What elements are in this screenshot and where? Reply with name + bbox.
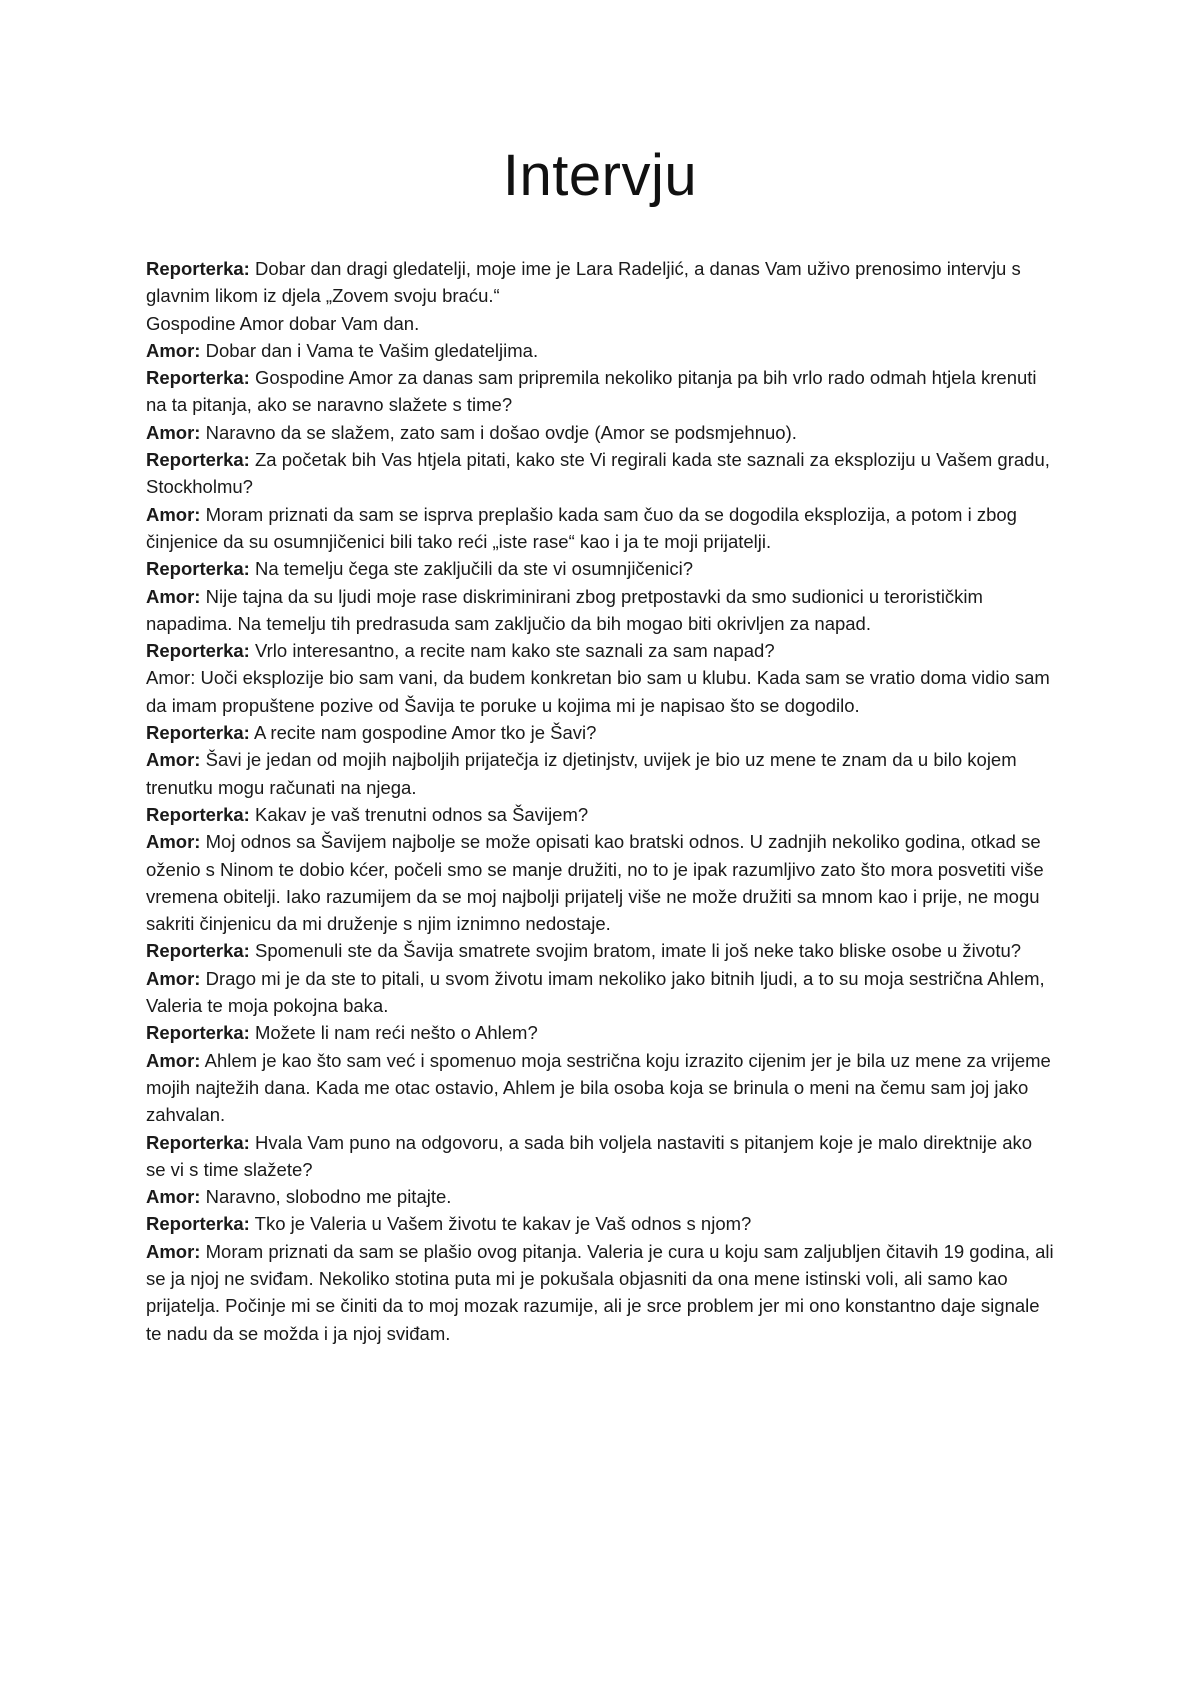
interview-paragraph	[146, 965, 1056, 1020]
interview-paragraph	[146, 1183, 1056, 1210]
interview-paragraph	[146, 255, 1056, 310]
interview-paragraph	[146, 364, 1056, 419]
speaker-label: Amor:	[146, 831, 201, 853]
interview-paragraph	[146, 419, 1056, 446]
speaker-label: Amor:	[146, 339, 201, 361]
interview-paragraph	[146, 337, 1056, 364]
interview-body	[146, 255, 1056, 1347]
paragraph-text: Amor: Uoči eksplozije bio sam vani, da budem konkretan bio sam u klubu. Kada sam se vratio doma vidio sam da imam propuštene pozive od Šavija te poruke u kojima mi je napisao što se dogodilo.	[146, 667, 1050, 716]
paragraph-text: Ahlem je kao što sam već i spomenuo moja sestrična koju izrazito cijenim jer je bila uz mene za vrijeme mojih najtežih dana. Kada me otac ostavio, Ahlem je bila osoba koja se brinula o meni na čemu sam joj jako zahvalan.	[146, 1049, 1051, 1126]
speaker-label: Amor:	[146, 585, 201, 607]
speaker-label: Amor:	[146, 503, 201, 525]
interview-paragraph	[146, 1210, 1056, 1237]
interview-paragraph	[146, 1238, 1056, 1347]
paragraph-text: Šavi je jedan od mojih najboljih prijatečja iz djetinjstv, uvijek je bio uz mene te znam da u bilo kojem trenutku mogu računati na njega.	[146, 749, 1017, 798]
speaker-label: Reporterka:	[146, 1213, 250, 1235]
paragraph-text: Dobar dan i Vama te Vašim gledateljima.	[200, 339, 539, 361]
paragraph-text: Vrlo interesantno, a recite nam kako ste saznali za sam napad?	[249, 640, 775, 662]
speaker-label: Amor:	[146, 421, 201, 443]
paragraph-text: Moj odnos sa Šavijem najbolje se može opisati kao bratski odnos. U zadnjih nekoliko godina, otkad se oženio s Ninom te dobio kćer, počeli smo se manje družiti, no to je ipak razumljivo zato što mora posvetiti više vremena obitelji. Iako razumijem da se moj najbolji prijatelj više ne može družiti sa mnom kao i prije, ne mogu sakriti činjenicu da mi druženje s njim iznimno nedostaje.	[146, 831, 1044, 935]
interview-paragraph	[146, 746, 1056, 801]
speaker-label: Amor:	[146, 1186, 201, 1208]
paragraph-text: Gospodine Amor dobar Vam dan.	[146, 312, 420, 334]
paragraph-text: Možete li nam reći nešto o Ahlem?	[249, 1022, 538, 1044]
paragraph-text: Naravno da se slažem, zato sam i došao ovdje (Amor se podsmjehnuo).	[200, 421, 797, 443]
paragraph-text: Dobar dan dragi gledatelji, moje ime je Lara Radeljić, a danas Vam uživo prenosimo intervju s glavnim likom iz djela „Zovem svoju braću.“	[146, 258, 1021, 307]
interview-paragraph	[146, 801, 1056, 828]
interview-paragraph	[146, 555, 1056, 582]
speaker-label: Reporterka:	[146, 722, 250, 744]
paragraph-text: Naravno, slobodno me pitajte.	[200, 1186, 452, 1208]
speaker-label: Reporterka:	[146, 367, 250, 389]
paragraph-text: Za početak bih Vas htjela pitati, kako ste Vi regirali kada ste saznali za eksploziju u Vašem gradu, Stockholmu?	[146, 449, 1050, 498]
paragraph-text: Na temelju čega ste zaključili da ste vi osumnjičenici?	[249, 558, 694, 580]
speaker-label: Reporterka:	[146, 940, 250, 962]
interview-paragraph	[146, 937, 1056, 964]
interview-paragraph	[146, 446, 1056, 501]
paragraph-text: Tko je Valeria u Vašem životu te kakav je Vaš odnos s njom?	[249, 1213, 752, 1235]
paragraph-text: Moram priznati da sam se isprva preplašio kada sam čuo da se dogodila eksplozija, a potom i zbog činjenice da su osumnjičenici bili tako reći „iste rase“ kao i ja te moji prijatelji.	[146, 503, 1017, 552]
interview-paragraph	[146, 1047, 1056, 1129]
speaker-label: Amor:	[146, 1049, 201, 1071]
interview-paragraph	[146, 501, 1056, 556]
interview-paragraph	[146, 310, 1056, 337]
speaker-label: Reporterka:	[146, 803, 250, 825]
page-title: Intervju	[502, 143, 698, 208]
speaker-label: Reporterka:	[146, 640, 250, 662]
interview-paragraph	[146, 637, 1056, 664]
speaker-label: Reporterka:	[146, 558, 250, 580]
interview-paragraph	[146, 583, 1056, 638]
speaker-label: Reporterka:	[146, 1131, 250, 1153]
interview-paragraph	[146, 1129, 1056, 1184]
paragraph-text: Spomenuli ste da Šavija smatrete svojim bratom, imate li još neke tako bliske osobe u životu?	[249, 940, 1022, 962]
paragraph-text: Nije tajna da su ljudi moje rase diskriminirani zbog pretpostavki da smo sudionici u terorističkim napadima. Na temelju tih predrasuda sam zaključio da bih mogao biti okrivljen za napad.	[146, 585, 983, 634]
interview-paragraph	[146, 828, 1056, 937]
speaker-label: Reporterka:	[146, 258, 250, 279]
interview-paragraph	[146, 719, 1056, 746]
paragraph-text: Drago mi je da ste to pitali, u svom životu imam nekoliko jako bitnih ljudi, a to su moja sestrična Ahlem, Valeria te moja pokojna baka.	[146, 967, 1045, 1017]
paragraph-text: Hvala Vam puno na odgovoru, a sada bih voljela nastaviti s pitanjem koje je malo direktnije ako se vi s time slažete?	[146, 1131, 1033, 1180]
speaker-label: Reporterka:	[146, 1022, 250, 1044]
paragraph-text: Gospodine Amor za danas sam pripremila nekoliko pitanja pa bih vrlo rado odmah htjela krenuti na ta pitanja, ako se naravno slažete s time?	[146, 367, 1037, 416]
speaker-label: Amor:	[146, 749, 201, 771]
interview-paragraph	[146, 664, 1056, 719]
paragraph-text: Moram priznati da sam se plašio ovog pitanja. Valeria je cura u koju sam zaljubljen čitavih 19 godina, ali se ja njoj ne sviđam. Nekoliko stotina puta mi je pokušala objasniti da ona mene istinski voli, ali samo kao prijatelja. Počinje mi se činiti da to moj mozak razumije, ali je srce problem jer mi ono konstantno daje signale te nadu da se možda i ja njoj sviđam.	[146, 1240, 1054, 1344]
speaker-label: Amor:	[146, 1240, 201, 1262]
speaker-label: Reporterka:	[146, 449, 250, 471]
speaker-label: Amor:	[146, 967, 201, 989]
paragraph-text: A recite nam gospodine Amor tko je Šavi?	[249, 722, 597, 744]
interview-paragraph	[146, 1019, 1056, 1046]
paragraph-text: Kakav je vaš trenutni odnos sa Šavijem?	[249, 803, 589, 825]
